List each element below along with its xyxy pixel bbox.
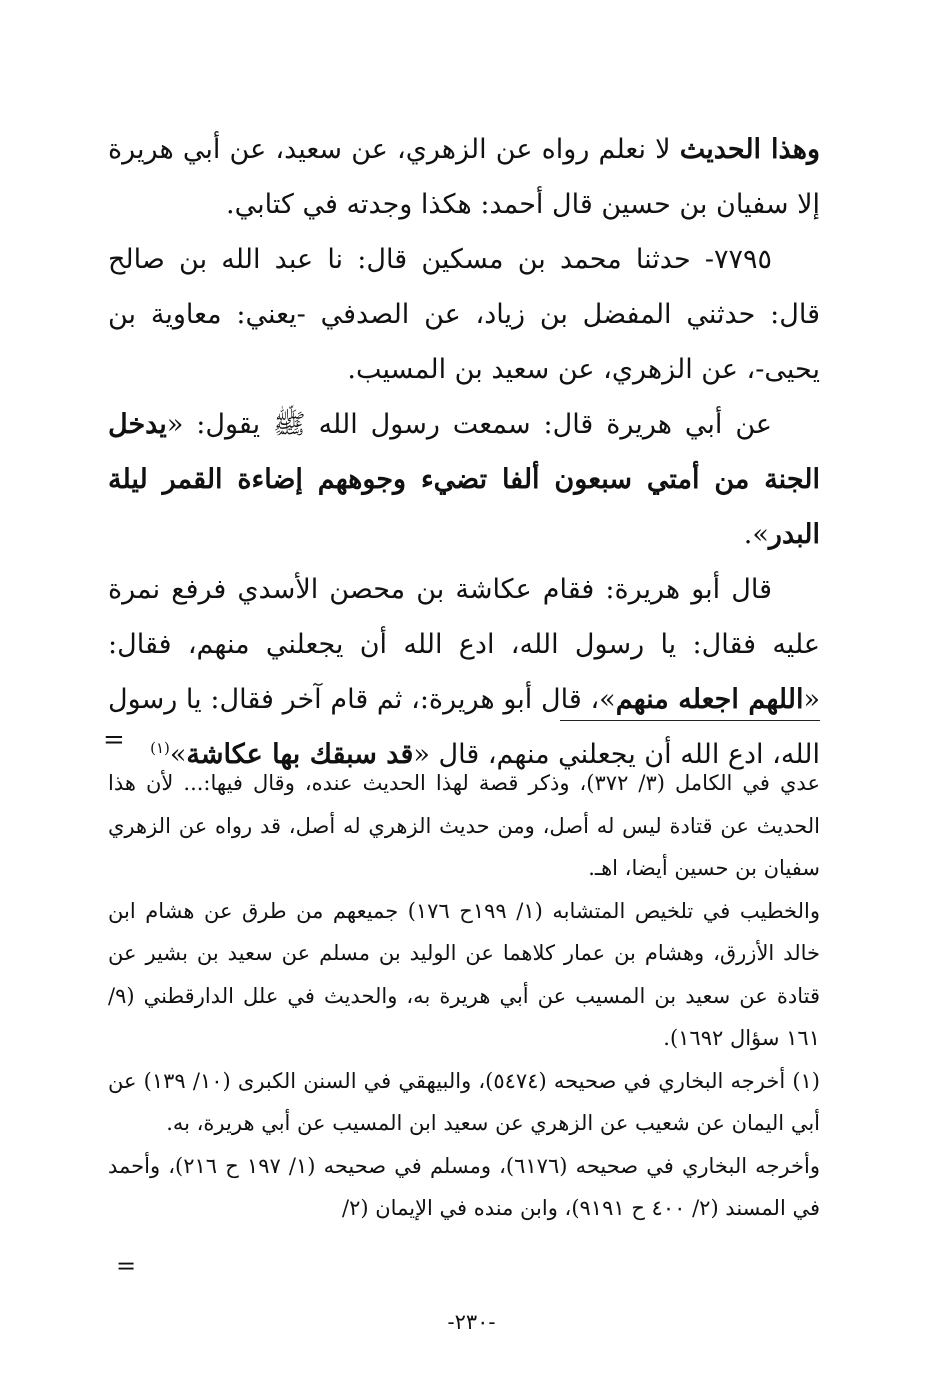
footnote-reference: (١) xyxy=(150,739,170,757)
hadith-text-bold: قد سبقك بها عكاشة xyxy=(186,739,414,770)
footnote-1: (١) أخرجه البخاري في صحيحه (٥٤٧٤)، والبيهقي في السنن الكبرى (١٠/ ١٣٩) عن أبي اليمان عن شعيب عن الزهري عن سعيد ابن المسيب عن أبي هريرة، به. xyxy=(108,1068,820,1135)
paragraph-text: »، قال أبو هريرة:، ثم قام آخر فقال: يا رسول الله، ادع الله أن يجعلني منهم، قال « xyxy=(108,684,820,770)
footnote-continued-2: والخطيب في تلخيص المتشابه (١/ ١٩٩ح ١٧٦) جميعهم من طرق عن هشام ابن خالد الأزرق، وهشام بن عمار كلاهما عن الوليد بن مسلم عن سعيد بن بشير عن قتادة عن سعيد بن المسيب عن أبي هريرة به، والحديث في علل الدارقطني (٩/ ١٦١ سؤال ١٦٩٢). xyxy=(108,898,820,1050)
page-number: -٢٣٠- xyxy=(447,1310,496,1334)
paragraph-text: ». xyxy=(743,519,769,550)
footnote-continued: عدي في الكامل (٣/ ٣٧٢)، وذكر قصة لهذا الحديث عنده، وقال فيها:... لأن هذا الحديث عن قتادة ليس له أصل، ومن حديث الزهري له أصل، قد رواه عن الزهري سفيان بن حسين أيضا، اهـ. xyxy=(108,771,820,880)
bold-lead: وهذا الحديث xyxy=(679,134,820,165)
paragraph-text: لا نعلم رواه عن الزهري، عن سعيد، عن أبي هريرة إلا سفيان بن حسين قال أحمد: هكذا وجدته في كتابي. xyxy=(108,134,820,220)
hadith-text-bold: اللهم اجعله منهم xyxy=(615,684,804,715)
paragraph-text: عن أبي هريرة قال: سمعت رسول الله ﷺ يقول: « xyxy=(166,409,772,440)
footnotes xyxy=(108,762,820,1230)
paragraph-1 xyxy=(108,122,820,232)
continuation-mark-bottom: = xyxy=(116,1252,137,1280)
footnote-1-continued: وأخرجه البخاري في صحيحه (٦١٧٦)، ومسلم في صحيحه (١/ ١٩٧ ح ٢١٦)، وأحمد في المسند (٢/ ٤٠٠ ح ٩١٩١)، وابن منده في الإيمان (٢/ xyxy=(108,1153,820,1220)
paragraph-4 xyxy=(108,562,820,782)
paragraph-text: قال أبو هريرة: فقام عكاشة بن محصن الأسدي فرفع نمرة عليه فقال: يا رسول الله، ادع الله أن يجعلني منهم، فقال: « xyxy=(108,574,820,715)
continuation-mark-top: = xyxy=(103,725,125,755)
footnote-separator xyxy=(560,720,820,721)
paragraph-2-hadith-7795: ٧٧٩٥- حدثنا محمد بن مسكين قال: نا عبد الله بن صالح قال: حدثني المفضل بن زياد، عن الصدفي -يعني: معاوية بن يحيى-، عن الزهري، عن سعيد بن المسيب. xyxy=(108,244,820,385)
main-text xyxy=(108,122,820,782)
paragraph-3 xyxy=(108,397,820,562)
hadith-text-bold: يدخل الجنة من أمتي سبعون ألفا تضيء وجوههم إضاءة القمر ليلة البدر xyxy=(108,409,820,550)
paragraph-text: » xyxy=(169,739,187,770)
